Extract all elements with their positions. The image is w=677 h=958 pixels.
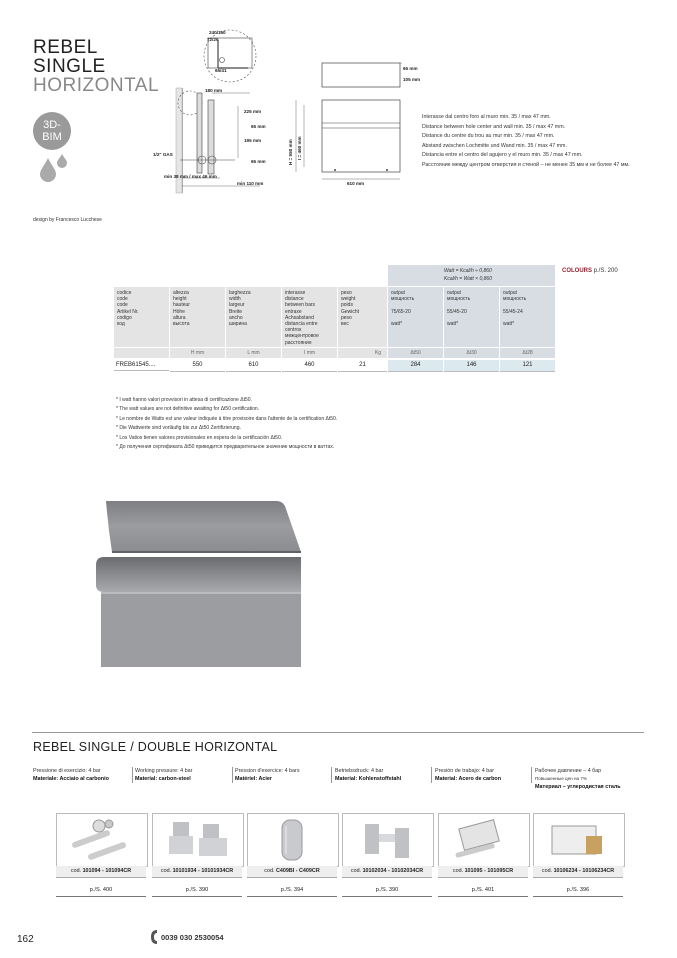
distance-notes bbox=[422, 113, 630, 171]
product-image-3[interactable] bbox=[247, 813, 339, 867]
footnote-it: * I watt hanno valori provvisori in attesa di certificazione Δt50. bbox=[116, 397, 252, 403]
dim-225: 225 mm bbox=[244, 109, 262, 114]
watt-formula-box bbox=[388, 265, 555, 286]
watt-formula-1: Watt = Kcal/h ÷ 0,860 bbox=[444, 268, 492, 274]
footnote-fr: * Le nombre de Watts est une valeur indiquée à titre provisoire dans l'attente de la certification Δt50. bbox=[116, 415, 338, 422]
pressure-en: Working pressure: 4 bar Material: carbon-steel bbox=[135, 767, 233, 783]
product-price-1[interactable]: p./S. 400 bbox=[56, 885, 146, 897]
wall-plate-icon bbox=[439, 814, 529, 866]
badge-line2: BIM bbox=[42, 131, 62, 143]
side-section-drawing bbox=[160, 28, 300, 198]
dim-195: 195 mm bbox=[244, 138, 262, 143]
note-fr: Distance du centre du trou au mur min. 35 / max 47 mm. bbox=[422, 133, 555, 140]
thermostatic-head-icon bbox=[248, 814, 338, 866]
title-line2: SINGLE bbox=[33, 56, 106, 77]
water-drops-icon bbox=[38, 152, 70, 184]
product-code-1: cod. 101094 - 101094CR bbox=[56, 866, 146, 878]
pipe-kit-icon bbox=[57, 814, 147, 866]
col-header-distance: interasse distance between bars entraxe Achsabstand distancia entre centros межцентровое расстояние bbox=[282, 287, 337, 347]
title-line1: REBEL bbox=[33, 37, 98, 58]
dim-65a: 65 mm bbox=[251, 124, 266, 129]
angle-valve-icon bbox=[153, 814, 243, 866]
product-price-3[interactable]: p./S. 394 bbox=[247, 885, 337, 897]
cell-height: 550 bbox=[170, 360, 225, 372]
section-divider bbox=[32, 732, 644, 733]
mounting-kit-icon bbox=[534, 814, 624, 866]
note-es: Distancia entre el centro del agujero y el muro min. 35 / max 47 mm. bbox=[422, 152, 583, 159]
unit-height: H mm bbox=[170, 348, 225, 358]
pressure-it: Pressione di esercizio: 4 bar Materiale: Acciaio al carbonio bbox=[33, 767, 133, 783]
col-header-output-1: output мощность 75/65-20 watt* bbox=[388, 287, 443, 347]
cell-output-2: 146 bbox=[444, 360, 499, 372]
pressure-de: Betriebsdruck: 4 bar Material: Kohlenstoffstahl bbox=[335, 767, 432, 783]
colours-link[interactable] bbox=[562, 268, 618, 274]
note-de: Abstand zwischen Lochmitte und Wand min. 35 / max 47 mm. bbox=[422, 142, 567, 149]
colours-label: COLOURS bbox=[562, 268, 592, 274]
valve-set-icon bbox=[343, 814, 433, 866]
footnote-ru: * До получения сертификата Δt50 приводится предварительное значение мощности в ваттах. bbox=[116, 444, 335, 451]
dim-front-h: H = 550 mm bbox=[288, 139, 293, 165]
product-price-2[interactable]: p./S. 390 bbox=[152, 885, 242, 897]
product-image-4[interactable] bbox=[342, 813, 434, 867]
unit-output-3: Δt28 bbox=[500, 348, 555, 358]
designer-credit: design by Francesco Lucchese bbox=[33, 217, 102, 223]
cell-weight: 21 bbox=[338, 360, 387, 372]
product-code-4: cod. 10102034 - 10102034CR bbox=[342, 866, 432, 878]
product-code-5: cod. 101095 - 101095CR bbox=[438, 866, 528, 878]
footnote-es: * Los Vatios tienen valores provisionales en espera de la certificación Δt50. bbox=[116, 434, 283, 441]
title-line3: HORIZONTAL bbox=[33, 75, 160, 96]
dim-top-c: 65/41 bbox=[215, 68, 227, 73]
footnotes bbox=[116, 396, 337, 452]
pressure-fr: Pression d'exercice: 4 bars Matériel: Acier bbox=[235, 767, 332, 783]
unit-code bbox=[114, 348, 169, 358]
note-ru: Расстояние между центром отверстия и стеной – не менее 35 мм и не более 47 мм. bbox=[422, 161, 630, 168]
phone-number[interactable]: 0039 030 2530054 bbox=[161, 933, 224, 942]
product-price-6[interactable]: p./S. 396 bbox=[533, 885, 623, 897]
pressure-ru: Рабочее давление – 4 бар Повышенные цен на 7% Материал – углеродистая сталь bbox=[535, 768, 621, 791]
colours-page: p./S. 200 bbox=[593, 268, 618, 274]
dim-side-105: 105 mm bbox=[403, 77, 421, 82]
product-image-6[interactable] bbox=[533, 813, 625, 867]
dim-min38: min 38 mm / max 46 mm bbox=[164, 174, 217, 179]
front-view-drawing bbox=[290, 55, 410, 190]
product-image-5[interactable] bbox=[438, 813, 530, 867]
note-en: Distance between hole center and wall min. 35 / max 47 mm. bbox=[422, 123, 566, 130]
page-number: 162 bbox=[17, 934, 34, 945]
cell-distance: 460 bbox=[282, 360, 337, 372]
product-price-5[interactable]: p./S. 401 bbox=[438, 885, 528, 897]
dim-65b: 65 mm bbox=[251, 159, 266, 164]
product-code-3: cod. C409BI - C409CR bbox=[247, 866, 337, 878]
unit-output-1: Δt50 bbox=[388, 348, 443, 358]
col-header-code: codice code code Artikel Nr. codigo код bbox=[114, 287, 169, 347]
phone-icon bbox=[150, 929, 159, 945]
dim-top-a: 240/160 bbox=[209, 30, 226, 35]
col-header-width: larghezza width largeur Breite ancho ширина bbox=[226, 287, 281, 347]
unit-width: L mm bbox=[226, 348, 281, 358]
cell-width: 610 bbox=[226, 360, 281, 372]
dim-min110: min 110 mm bbox=[237, 181, 264, 186]
dim-gas: 1/2" GAS bbox=[153, 152, 173, 157]
unit-output-2: Δt30 bbox=[444, 348, 499, 358]
col-header-output-3: output мощность 55/45-24 watt* bbox=[500, 287, 555, 347]
footnote-de: * Die Wattwerte sind vorläufig bis zur Δt50 Zertifizierung. bbox=[116, 425, 241, 432]
unit-weight: Kg bbox=[338, 348, 387, 358]
radiator-photo bbox=[96, 497, 302, 675]
watt-formula-2: Kcal/h = Watt × 0,860 bbox=[444, 276, 492, 282]
col-header-height: altezza height hauteur Höhe altura высота bbox=[170, 287, 225, 347]
cell-output-1: 284 bbox=[388, 360, 443, 372]
dim-front-i: I = 460 mm bbox=[297, 136, 302, 160]
unit-distance: I mm bbox=[282, 348, 337, 358]
note-it: Interasse dal centro foro al muro min. 35 / max 47 mm. bbox=[422, 114, 551, 120]
3d-bim-badge[interactable] bbox=[33, 112, 71, 150]
col-header-output-2: output мощность 55/45-20 watt* bbox=[444, 287, 499, 347]
dim-180: 180 mm bbox=[205, 88, 223, 93]
product-image-1[interactable] bbox=[56, 813, 148, 867]
product-title bbox=[33, 38, 159, 95]
pressure-es: Presión de trabajo: 4 bar Material: Acero de carbon bbox=[435, 767, 532, 783]
accessories-title: REBEL SINGLE / DOUBLE HORIZONTAL bbox=[33, 740, 278, 754]
footnote-en: * The watt values are not definitive awaiting for Δt50 certification. bbox=[116, 406, 260, 413]
badge-line1: 3D- bbox=[43, 119, 61, 131]
product-price-4[interactable]: p./S. 390 bbox=[342, 885, 432, 897]
cell-code: FREB61545.... bbox=[114, 360, 169, 371]
cell-output-3: 121 bbox=[500, 360, 555, 372]
dim-front-l: 610 mm bbox=[347, 181, 365, 186]
col-header-weight: peso weight poids Gewicht peso вес bbox=[338, 287, 387, 347]
dim-top-b: 72/26 bbox=[207, 37, 219, 42]
product-code-2: cod. 10101934 - 10101934CR bbox=[152, 866, 242, 878]
product-code-6: cod. 10106234 - 10106234CR bbox=[533, 866, 623, 878]
dim-side-65: 65 mm bbox=[403, 66, 418, 71]
product-image-2[interactable] bbox=[152, 813, 244, 867]
